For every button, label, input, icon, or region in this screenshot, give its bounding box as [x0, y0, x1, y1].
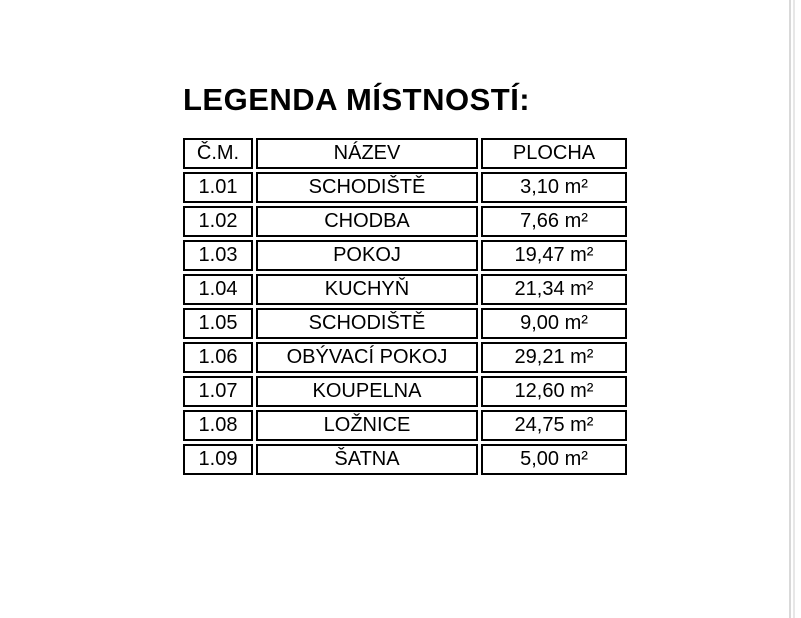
cell-room-number: 1.07	[183, 376, 253, 407]
table-row	[183, 342, 627, 373]
cell-room-number: 1.03	[183, 240, 253, 271]
cell-room-name: POKOJ	[256, 240, 478, 271]
page-edge-line	[793, 0, 795, 618]
header-room-name: NÁZEV	[256, 138, 478, 169]
cell-room-area: 7,66 m²	[481, 206, 627, 237]
cell-room-number: 1.09	[183, 444, 253, 475]
cell-room-number: 1.05	[183, 308, 253, 339]
cell-room-number: 1.02	[183, 206, 253, 237]
cell-room-area: 19,47 m²	[481, 240, 627, 271]
cell-room-number: 1.08	[183, 410, 253, 441]
table-row	[183, 274, 627, 305]
cell-room-name: OBÝVACÍ POKOJ	[256, 342, 478, 373]
cell-room-name: ŠATNA	[256, 444, 478, 475]
cell-room-area: 21,34 m²	[481, 274, 627, 305]
cell-room-area: 29,21 m²	[481, 342, 627, 373]
cell-room-number: 1.06	[183, 342, 253, 373]
cell-room-number: 1.04	[183, 274, 253, 305]
page-title: LEGENDA MÍSTNOSTÍ:	[183, 82, 531, 117]
cell-room-area: 12,60 m²	[481, 376, 627, 407]
page-edge-line	[789, 0, 791, 618]
table-row	[183, 206, 627, 237]
cell-room-name: KOUPELNA	[256, 376, 478, 407]
room-legend-table	[180, 135, 630, 478]
table-row	[183, 410, 627, 441]
table-row	[183, 376, 627, 407]
cell-room-name: SCHODIŠTĚ	[256, 172, 478, 203]
header-room-area: PLOCHA	[481, 138, 627, 169]
table-row	[183, 240, 627, 271]
cell-room-name: KUCHYŇ	[256, 274, 478, 305]
header-room-number: Č.M.	[183, 138, 253, 169]
cell-room-area: 9,00 m²	[481, 308, 627, 339]
table-row	[183, 172, 627, 203]
cell-room-area: 5,00 m²	[481, 444, 627, 475]
table-row	[183, 308, 627, 339]
cell-room-number: 1.01	[183, 172, 253, 203]
table-header-row	[183, 138, 627, 169]
cell-room-name: LOŽNICE	[256, 410, 478, 441]
cell-room-area: 3,10 m²	[481, 172, 627, 203]
cell-room-name: CHODBA	[256, 206, 478, 237]
table-row	[183, 444, 627, 475]
cell-room-area: 24,75 m²	[481, 410, 627, 441]
cell-room-name: SCHODIŠTĚ	[256, 308, 478, 339]
